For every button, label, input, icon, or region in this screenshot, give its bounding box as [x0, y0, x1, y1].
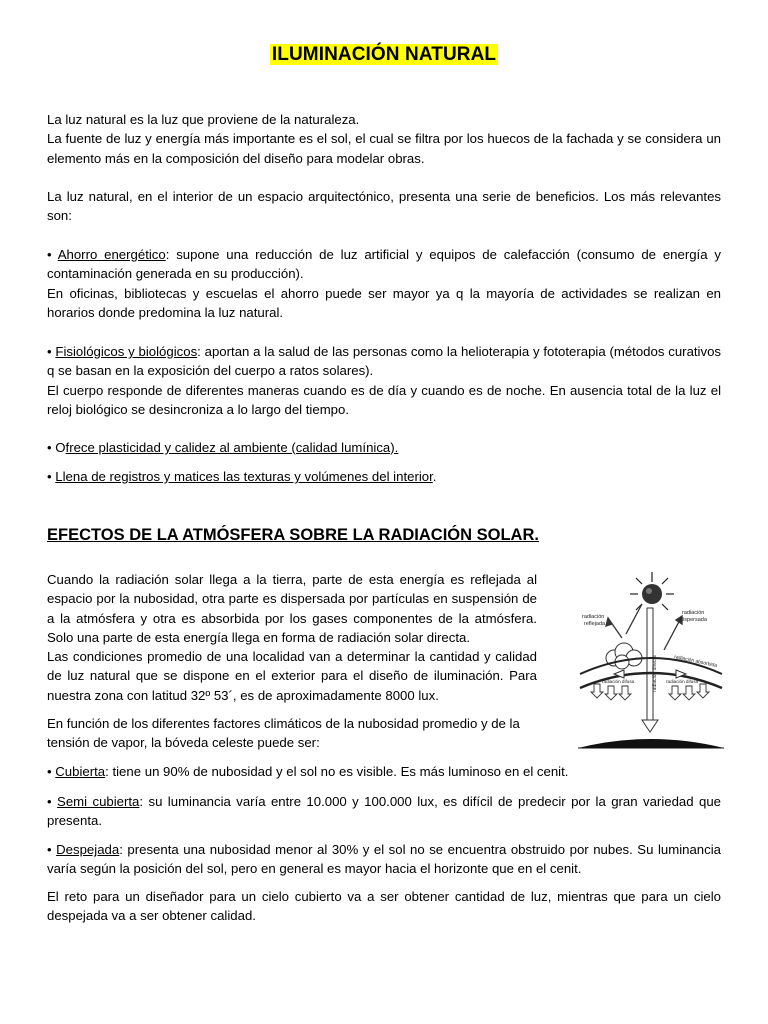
label-diffuse-left: radiación difusa	[602, 679, 635, 684]
section-heading: EFECTOS DE LA ATMÓSFERA SOBRE LA RADIACIÓN SOLAR.	[47, 526, 539, 544]
benefit-item-plasticity: • Ofrece plasticidad y calidez al ambiente (calidad lumínica).	[47, 440, 399, 455]
label-direct: radiación directa	[652, 655, 658, 692]
benefit-term: Fisiológicos y biológicos	[55, 344, 198, 359]
earth-ground	[578, 739, 724, 748]
benefit-term: Ahorro energético	[57, 247, 166, 262]
benefit-term: frece plasticidad y calidez al ambiente (calidad lumínica).	[65, 440, 399, 455]
benefit-item-energy-saving: • Ahorro energético: supone una reducción de luz artificial y equipos de calefacción (consumo de energía y contaminación generada en su producción). En oficinas, bibliotecas y escuelas el ahorro puede ser mayor ya q la mayoría de actividades se realizan en horarios donde predomina la luz natural.	[47, 247, 721, 320]
label-reflected-2: reflejada	[584, 621, 606, 627]
label-reflected-1: radiación	[582, 614, 605, 620]
sky-item-clear: • Despejada: presenta una nubosidad menor al 30% y el sol no se encuentra obstruido por nubes. Su luminancia varía según la posición del sol, pero en general es mayor hacia el horizonte que en el cenit.	[47, 842, 722, 877]
benefit-term: Llena de registros y matices las texturas y volúmenes del interior	[55, 469, 433, 484]
benefit-item-physiological: • Fisiológicos y biológicos: aportan a la salud de las personas como la helioterapia y fototerapia (métodos curativos q se basan en la exposición del cuerpo a ratos solares). El cuerpo responde de diferentes maneras cuando es de día y cuando es de noche. En ausencia total de la luz el reloj biológico se desincroniza a lo largo del tiempo.	[47, 344, 722, 417]
atmosphere-paragraph: Cuando la radiación solar llega a la tierra, parte de esta energía es reflejada al espacio por la nubosidad, otra parte es dispersada por partículas en suspensión de a la atmósfera y otra es absorbida por los gases componentes de la atmósfera. Solo una parte de esta energía llega en forma de radiación solar directa. Las condiciones promedio de una localidad van a determinar la cantidad y calidad de luz natural que se dispone en el exterior para el diseño de iluminación. Para nuestra zona con latitud 32º 53´, es de aproximadamente 8000 lux.	[47, 572, 537, 703]
intro-paragraph: La luz natural es la luz que proviene de la naturaleza. La fuente de luz y energía más importante es el sol, el cual se filtra por los huecos de la fachada y se considera un elemento más en la composición del diseño para modelar obras.	[47, 112, 721, 166]
sky-item-overcast: • Cubierta: tiene un 90% de nubosidad y el sol no es visible. Es más luminoso en el cenit.	[47, 764, 569, 779]
label-scattered-1: radiación	[682, 610, 705, 616]
sky-term: Despejada	[56, 842, 120, 857]
sky-term: Semi cubierta	[57, 794, 140, 809]
benefits-intro: La luz natural, en el interior de un espacio arquitectónico, presenta una serie de beneficios. Los más relevantes son:	[47, 189, 721, 224]
solar-radiation-diagram	[578, 570, 724, 750]
label-absorbed: radiación absorbida	[673, 654, 718, 670]
benefit-item-textures: • Llena de registros y matices las texturas y volúmenes del interior.	[47, 469, 437, 484]
cloud-icon	[606, 643, 642, 669]
closing-paragraph: El reto para un diseñador para un cielo cubierto va a ser obtener cantidad de luz, mientras que para un cielo despejada va a ser obtener calidad.	[47, 889, 721, 924]
sky-item-partly-cloudy: • Semi cubierta: su luminancia varía entre 10.000 y 100.000 lux, es difícil de predecir por la gran variedad que presenta.	[47, 794, 721, 829]
vault-intro-paragraph: En función de los diferentes factores climáticos de la nubosidad promedio y de la tensión de vapor, la bóveda celeste puede ser:	[47, 716, 520, 751]
sky-term: Cubierta	[55, 764, 106, 779]
label-scattered-2: dispersada	[680, 617, 707, 623]
label-diffuse-right: radiación difusa	[666, 679, 699, 684]
page-title: ILUMINACIÓN NATURAL	[271, 44, 497, 65]
